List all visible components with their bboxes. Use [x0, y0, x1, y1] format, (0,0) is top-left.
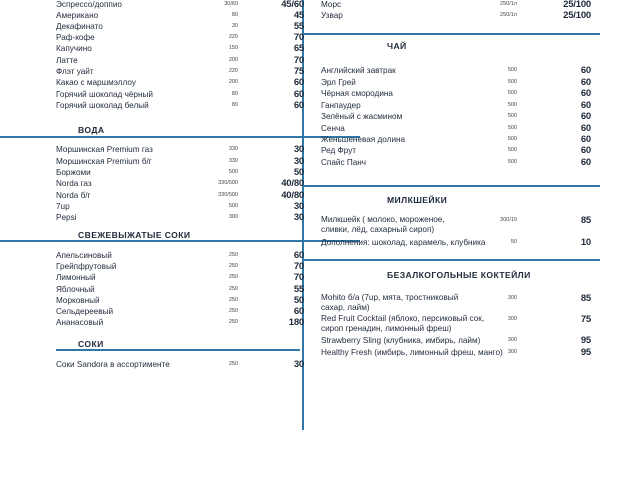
item-price: 60	[580, 111, 591, 122]
menu-item	[321, 314, 591, 336]
item-price: 30	[293, 201, 304, 212]
item-price: 60	[293, 250, 304, 261]
item-volume: 330	[228, 158, 238, 164]
item-volume: 500	[507, 102, 517, 108]
menu-item	[321, 134, 591, 145]
menu-item	[56, 178, 304, 189]
menu-item	[56, 100, 304, 111]
item-price: 70	[293, 55, 304, 66]
item-volume: 250	[228, 308, 238, 314]
item-volume: 250	[228, 252, 238, 258]
item-name: Женьшеневая долина	[321, 135, 406, 144]
item-price: 60	[580, 65, 591, 76]
item-price: 70	[293, 32, 304, 43]
item-volume: 330/500	[218, 192, 238, 198]
item-price: 50	[293, 295, 304, 306]
menu-item	[321, 215, 591, 237]
item-price: 60	[293, 89, 304, 100]
item-volume: 220	[228, 34, 238, 40]
item-volume: 30/60	[224, 1, 238, 7]
item-volume: 200	[228, 79, 238, 85]
item-price: 60	[580, 100, 591, 111]
menu-item	[321, 0, 591, 10]
item-name: Какао с маршмэллоу	[56, 78, 136, 87]
item-name: Английский завтрак	[321, 66, 396, 75]
section-title-cocktails: БЕЗАЛКОГОЛЬНЫЕ КОКТЕЙЛИ	[387, 270, 531, 280]
item-name: Red Fruit Cocktail (яблоко, персиковый сок, сироп гренадин, лимонный фреш)	[321, 314, 485, 333]
item-price: 30	[293, 156, 304, 167]
item-volume: 300	[507, 316, 517, 322]
menu-item	[56, 272, 304, 283]
item-volume: 300	[507, 295, 517, 301]
item-volume: 250	[228, 297, 238, 303]
menu-item	[56, 32, 304, 43]
menu-item	[321, 123, 591, 134]
menu-item	[56, 77, 304, 88]
item-volume: 250	[228, 319, 238, 325]
menu-item	[56, 212, 304, 223]
item-price: 60	[580, 123, 591, 134]
item-price: 60	[580, 77, 591, 88]
item-price: 60	[580, 157, 591, 168]
menu-item	[56, 250, 304, 261]
menu-item	[56, 306, 304, 317]
item-name: Моршинская Premium газ	[56, 145, 153, 154]
item-price: 25/100	[563, 10, 591, 21]
menu-item	[56, 10, 304, 21]
item-price: 60	[293, 306, 304, 317]
section-rule	[304, 185, 600, 187]
menu-item	[321, 157, 591, 168]
item-volume: 300	[507, 349, 517, 355]
menu-item	[321, 77, 591, 88]
item-volume: 250	[228, 263, 238, 269]
item-name: Спайс Панч	[321, 158, 367, 167]
item-name: Грейпфрутовый	[56, 262, 117, 271]
menu-item	[56, 261, 304, 272]
menu-item	[56, 201, 304, 212]
section-title-tea: ЧАЙ	[387, 41, 407, 51]
item-name: Морковный	[56, 296, 100, 305]
section-rule	[0, 240, 360, 242]
item-name: Эрл Грей	[321, 78, 356, 87]
item-name: Healthy Fresh (имбирь, лимонный фреш, манго)	[321, 348, 503, 357]
item-price: 60	[293, 100, 304, 111]
menu-item	[321, 88, 591, 99]
section-title-water: ВОДА	[78, 125, 105, 135]
item-volume: 300/10	[500, 217, 517, 223]
menu-item	[56, 359, 304, 370]
item-name: Апельсиновый	[56, 251, 112, 260]
item-name: Ананасовый	[56, 318, 104, 327]
item-name: Американо	[56, 11, 99, 20]
item-volume: 200	[228, 57, 238, 63]
item-price: 60	[580, 145, 591, 156]
item-volume: 250/1л	[500, 1, 517, 7]
item-name: Соки Sandora в ассортименте	[56, 360, 170, 369]
item-name: Узвар	[321, 11, 343, 20]
item-name: Лимонный	[56, 273, 96, 282]
item-price: 60	[580, 134, 591, 145]
item-volume: 250/1л	[500, 12, 517, 18]
item-price: 65	[293, 43, 304, 54]
item-price: 60	[293, 77, 304, 88]
item-volume: 500	[228, 169, 238, 175]
item-price: 95	[580, 347, 591, 358]
menu-item	[56, 167, 304, 178]
item-volume: 300	[507, 337, 517, 343]
item-volume: 500	[507, 79, 517, 85]
section-rule	[56, 349, 300, 351]
item-name: 7up	[56, 202, 70, 211]
item-name: Norda б/г	[56, 191, 91, 200]
item-name: Norda газ	[56, 179, 92, 188]
item-name: Капучино	[56, 44, 92, 53]
item-volume: 250	[228, 286, 238, 292]
menu-item	[56, 43, 304, 54]
item-volume: 50	[510, 239, 517, 245]
menu-item	[321, 237, 591, 248]
menu-item	[56, 295, 304, 306]
item-price: 40/80	[281, 178, 304, 189]
item-price: 85	[580, 293, 591, 304]
menu-item	[56, 190, 304, 201]
item-price: 95	[580, 335, 591, 346]
item-volume: 330/500	[218, 180, 238, 186]
item-volume: 500	[507, 90, 517, 96]
item-volume: 500	[507, 136, 517, 142]
item-volume: 80	[231, 12, 238, 18]
item-name: Зелёный с жасмином	[321, 112, 403, 121]
menu-item	[56, 284, 304, 295]
menu-item	[56, 156, 304, 167]
item-name: Чёрная смородина	[321, 89, 393, 98]
item-price: 70	[293, 272, 304, 283]
item-volume: 330	[228, 146, 238, 152]
item-volume: 250	[228, 274, 238, 280]
item-volume: 150	[228, 45, 238, 51]
item-name: Strawberry Sling (клубника, имбирь, лайм)	[321, 336, 481, 345]
item-name: Флэт уайт	[56, 67, 94, 76]
item-name: Сенча	[321, 124, 345, 133]
item-price: 55	[293, 21, 304, 32]
item-name: Раф-кофе	[56, 33, 95, 42]
item-price: 55	[293, 284, 304, 295]
item-price: 45	[293, 10, 304, 21]
menu-item	[321, 10, 591, 21]
item-volume: 220	[228, 68, 238, 74]
section-rule	[0, 136, 360, 138]
menu-item	[321, 293, 591, 315]
item-name: Pepsi	[56, 213, 77, 222]
item-name: Сельдереевый	[56, 307, 114, 316]
menu-item	[56, 317, 304, 328]
section-title-juices: СОКИ	[78, 339, 104, 349]
item-name: Декафинато	[56, 22, 103, 31]
item-volume: 500	[228, 203, 238, 209]
item-price: 30	[293, 212, 304, 223]
item-volume: 500	[507, 113, 517, 119]
item-price: 70	[293, 261, 304, 272]
item-name: Ред Фрут	[321, 146, 357, 155]
item-volume: 30	[231, 23, 238, 29]
section-title-milkshakes: МИЛКШЕЙКИ	[387, 195, 448, 205]
item-volume: 80	[231, 91, 238, 97]
menu-item	[56, 66, 304, 77]
item-name: Боржоми	[56, 168, 91, 177]
menu-item	[321, 65, 591, 76]
item-price: 60	[580, 88, 591, 99]
menu-item	[321, 111, 591, 122]
item-volume: 500	[507, 159, 517, 165]
item-name: Горячий шоколад белый	[56, 101, 149, 110]
item-price: 30	[293, 359, 304, 370]
item-name: Моршинская Premium б/г	[56, 157, 152, 166]
item-volume: 300	[228, 214, 238, 220]
item-name: Ганпаудер	[321, 101, 361, 110]
item-price: 75	[293, 66, 304, 77]
menu-item	[56, 144, 304, 155]
item-volume: 500	[507, 67, 517, 73]
item-price: 50	[293, 167, 304, 178]
section-rule	[304, 259, 600, 261]
item-price: 25/100	[563, 0, 591, 10]
item-price: 40/80	[281, 190, 304, 201]
menu-item	[56, 21, 304, 32]
menu-item	[56, 89, 304, 100]
menu-item	[321, 100, 591, 111]
item-name: Латте	[56, 56, 78, 65]
item-price: 30	[293, 144, 304, 155]
menu-item	[321, 145, 591, 156]
menu-item	[56, 0, 304, 10]
item-volume: 250	[228, 361, 238, 367]
menu-item	[321, 347, 591, 358]
item-volume: 80	[231, 102, 238, 108]
item-name: Морс	[321, 0, 342, 9]
item-price: 85	[580, 215, 591, 226]
item-price: 45/60	[281, 0, 304, 10]
section-title-fresh-juices: СВЕЖЕВЫЖАТЫЕ СОКИ	[78, 230, 191, 240]
item-name: Горячий шоколад чёрный	[56, 90, 153, 99]
section-rule	[304, 33, 600, 35]
item-name: Дополнения: шоколад, карамель, клубника	[321, 238, 486, 247]
item-name: Милкшейк ( молоко, мороженое, сливки, лёд, сахарный сироп)	[321, 215, 445, 234]
menu-item	[56, 55, 304, 66]
item-price: 10	[580, 237, 591, 248]
item-volume: 500	[507, 125, 517, 131]
item-name: Яблочный	[56, 285, 95, 294]
item-price: 75	[580, 314, 591, 325]
item-name: Mohito б/а (7up, мята, тростниковый сахар, лайм)	[321, 293, 459, 312]
item-volume: 500	[507, 147, 517, 153]
item-name: Эспрессо/доппио	[56, 0, 122, 9]
item-price: 180	[288, 317, 304, 328]
menu-item	[321, 335, 591, 346]
